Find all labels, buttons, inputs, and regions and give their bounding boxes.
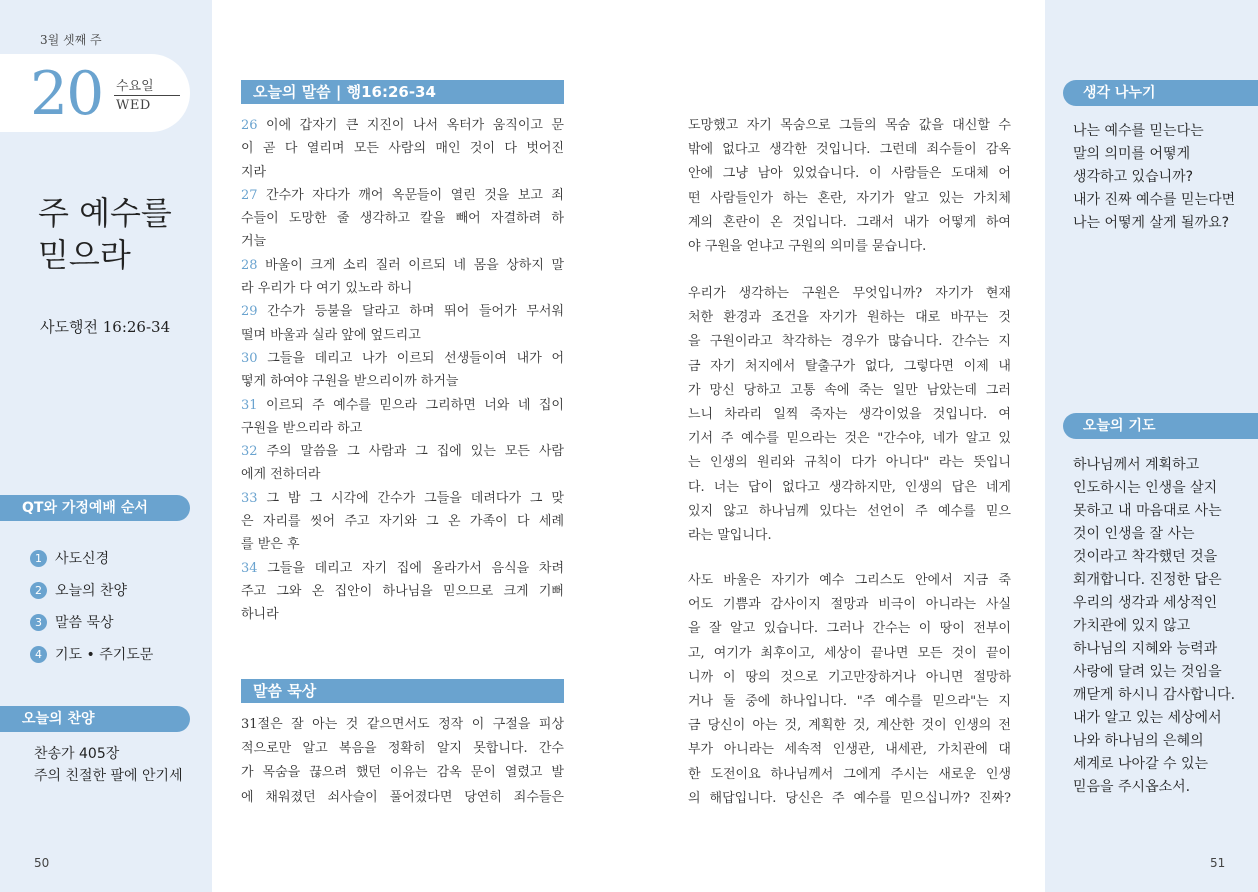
verse-line (241, 114, 564, 137)
text-line: 인도하시는 인생을 살지 (1073, 480, 1218, 496)
text-line: 내가 진짜 예수를 믿는다면 (1073, 192, 1236, 208)
verse-line (241, 487, 564, 510)
verse-text: 은 자리를 씻어 주고 자기와 그 온 가족이 다 세례 (241, 514, 564, 530)
text-line: 하나님께서 계획하고 (1073, 457, 1200, 473)
text-line: 생각하고 있습니까? (1073, 169, 1194, 185)
qt-order-list (30, 542, 153, 670)
date-divider (114, 95, 180, 96)
verse-text: 이에 갑자기 큰 지진이 나서 옥터가 움직이고 문 (257, 118, 564, 133)
verse-line (241, 603, 564, 626)
verse-number: 27 (241, 187, 258, 203)
verse-line (241, 184, 564, 207)
verse-text: 주의 말씀을 그 사람과 그 집에 있는 모든 사람 (257, 444, 564, 460)
meditation-text-col1 (241, 713, 564, 810)
verse-line (241, 394, 564, 417)
number-badge: 2 (30, 582, 47, 599)
verse-text: 수들이 도망한 줄 생각하고 칼을 빼어 자결하려 하 (241, 211, 564, 227)
text-line: 야 구원을 얻냐고 구원의 의미를 묻습니다. (688, 239, 927, 255)
text-line: 처한 환경과 조건을 자기가 원하는 대로 바꾸는 것 (688, 310, 1011, 326)
verse-text: 그들을 데리고 자기 집에 올라가서 음식을 차려 (257, 560, 564, 576)
prayer-heading: 오늘의 기도 (1063, 413, 1258, 439)
text-line: 안에 그냥 남아 있었습니다. 이 사람들은 도대체 어 (688, 166, 1011, 182)
hymn-text (34, 743, 183, 787)
verse-text: 간수가 등불을 달라고 하며 뛰어 들어가 무서워 (257, 304, 564, 320)
text-line: 깨닫게 하시니 감사합니다. (1073, 687, 1236, 703)
hymn-line: 찬송가 405장 (34, 746, 120, 762)
title-line: 믿으라 (38, 236, 131, 274)
number-badge: 3 (30, 614, 47, 631)
meditation-paragraph-1 (688, 114, 1011, 259)
prayer-text (1073, 454, 1243, 799)
page-number-left: 50 (34, 856, 50, 870)
verse-number: 31 (241, 397, 258, 413)
text-line: 가 망신 당하고 고통 속에 죽는 일만 남았는데 그러 (688, 382, 1011, 398)
verse-number: 33 (241, 490, 258, 506)
verse-line (241, 324, 564, 347)
text-line: 을 잘 알고 있습니다. 그러나 간수는 이 땅이 전부이 (688, 621, 1011, 637)
list-item (30, 638, 153, 670)
list-item-label: 말씀 묵상 (55, 615, 114, 631)
text-line: 을 구원이라고 착각하는 경우가 많습니다. 간수는 지 (688, 334, 1011, 350)
title-line: 주 예수를 (38, 194, 172, 232)
text-line: 떤 사람들인가 하는 혼란, 자기가 알고 있는 가치체 (688, 190, 1011, 206)
meditation-paragraph-2 (688, 282, 1011, 548)
meditation-paragraph-3 (688, 569, 1011, 811)
verse-text: 떻게 하여야 구원을 받으리이까 하거늘 (241, 374, 459, 390)
verse-text: 이르되 주 예수를 믿으라 그리하면 너와 네 집이 (257, 397, 564, 413)
text-line: 우리의 생각과 세상적인 (1073, 595, 1218, 611)
verse-line (241, 277, 564, 300)
text-line: 도망했고 자기 목숨으로 그들의 목숨 값을 대신할 수 (688, 118, 1011, 133)
week-label: 3월 셋째 주 (40, 33, 102, 47)
text-line: 나와 하나님의 은혜의 (1073, 733, 1204, 749)
verse-line (241, 533, 564, 556)
verse-text: 에게 전하더라 (241, 467, 321, 483)
text-line: 느니 차라리 일찍 죽자는 생각이었을 것입니다. 여 (688, 407, 1011, 423)
day-number: 20 (30, 59, 103, 129)
verse-text: 떨며 바울과 실라 앞에 엎드리고 (241, 327, 421, 343)
verse-line (241, 161, 564, 184)
verse-text: 거늘 (241, 234, 267, 250)
verse-text: 그들을 데리고 나가 이르되 선생들이여 내가 어 (257, 350, 564, 366)
verse-text: 이 곧 다 열리며 모든 사람의 매인 것이 다 벗어진 (241, 141, 564, 157)
text-line: 금 당신이 아는 것, 계획한 것, 계산한 것이 인생의 전 (688, 718, 1011, 734)
sharing-text (1073, 120, 1243, 235)
text-line: 사도 바울은 자기가 예수 그리스도 안에서 지금 죽 (688, 573, 1011, 588)
text-line: 밖에 없다고 생각한 것입니다. 그런데 죄수들이 감옥 (688, 142, 1011, 158)
verse-text: 그 밤 그 시각에 간수가 그들을 데려다가 그 맞 (257, 490, 564, 506)
verse-text: 하니라 (241, 607, 279, 623)
verse-number: 34 (241, 560, 258, 576)
verse-line (241, 370, 564, 393)
scripture-heading: 오늘의 말씀 | 행16:26-34 (241, 80, 564, 104)
list-item-label: 사도신경 (55, 551, 110, 567)
text-line: 내가 알고 있는 세상에서 (1073, 710, 1222, 726)
list-item (30, 606, 153, 638)
verse-line (241, 230, 564, 253)
weekday-korean: 수요일 (116, 79, 154, 94)
text-line: 니까 이 땅의 것으로 기고만장하거나 아니면 절망하 (688, 669, 1011, 685)
verse-number: 32 (241, 444, 258, 460)
verse-number: 30 (241, 350, 258, 366)
verse-line (241, 417, 564, 440)
number-badge: 1 (30, 550, 47, 567)
verse-line (241, 463, 564, 486)
page-title (38, 192, 172, 276)
text-line: 나는 예수를 믿는다는 (1073, 123, 1204, 139)
verse-line (241, 300, 564, 323)
text-line: 계의 혼란이 온 것입니다. 그래서 내가 어떻게 하여 (688, 214, 1011, 230)
page-number-right: 51 (1210, 856, 1226, 870)
text-line: 믿음을 주시옵소서. (1073, 779, 1191, 795)
text-line: 세계로 나아갈 수 있는 (1073, 756, 1209, 772)
verse-text: 구원을 받으리라 하고 (241, 420, 363, 436)
verse-line (241, 557, 564, 580)
meditation-heading: 말씀 묵상 (241, 679, 564, 703)
text-line: 기서 주 예수를 믿으라는 것은 "간수야, 네가 알고 있 (688, 431, 1011, 447)
verse-number: 29 (241, 304, 258, 320)
verse-text: 라 우리가 다 여기 있노라 하니 (241, 281, 413, 297)
text-line: 부가 아니라는 세속적 인생관, 내세관, 가치관에 대 (688, 742, 1011, 758)
verse-text: 바울이 크게 소리 질러 이르되 네 몸을 상하지 말 (257, 257, 564, 273)
text-line: 것이 인생을 잘 사는 (1073, 526, 1195, 542)
text-line: 하나님의 지혜와 능력과 (1073, 641, 1218, 657)
sharing-heading: 생각 나누기 (1063, 80, 1258, 106)
text-line: 한 도전이요 하나님께서 그에게 주시는 새로운 인생 (688, 766, 1011, 782)
verse-number: 28 (241, 257, 258, 273)
verse-line (241, 440, 564, 463)
text-line: 에 채워졌던 쇠사슬이 풀어졌다면 당연히 죄수들은 (241, 789, 564, 805)
text-line: 라는 말입니다. (688, 528, 772, 544)
text-line: 회개합니다. 진정한 답은 (1073, 572, 1222, 588)
text-line: 것이라고 착각했던 것을 (1073, 549, 1218, 565)
text-line: 31절은 잘 아는 것 같으면서도 정작 이 구절을 피상 (241, 717, 564, 732)
verse-line (241, 207, 564, 230)
text-line: 어도 기쁨과 감사이지 절망과 비극이 아니라는 사실 (688, 597, 1011, 613)
number-badge: 4 (30, 646, 47, 663)
verse-line (241, 347, 564, 370)
text-line: 는 인생의 원리와 규칙이 다가 아니다" 라는 뜻입니 (688, 455, 1011, 471)
text-line: 거나 둘 중에 하나입니다. "주 예수를 믿으라"는 지 (688, 694, 1011, 710)
scripture-reference: 사도행전 16:26-34 (40, 318, 171, 336)
verse-number: 26 (241, 118, 258, 133)
text-line: 가치관에 있지 않고 (1073, 618, 1191, 634)
text-line: 사랑에 달려 있는 것임을 (1073, 664, 1222, 680)
verse-text: 지라 (241, 164, 267, 180)
list-item-label: 기도 • 주기도문 (55, 647, 154, 663)
list-item (30, 574, 153, 606)
text-line: 나는 어떻게 살게 될까요? (1073, 215, 1230, 231)
text-line: 금 자기 처지에서 탈출구가 없다, 그렇다면 이제 내 (688, 358, 1011, 374)
text-line: 고, 여기가 최후이고, 세상이 끝나면 모든 것이 끝이 (688, 645, 1011, 661)
verse-line (241, 137, 564, 160)
hymn-heading: 오늘의 찬양 (0, 706, 190, 732)
text-line: 우리가 생각하는 구원은 무엇입니까? 자기가 현재 (688, 286, 1011, 301)
weekday-english: WED (116, 98, 151, 113)
list-item (30, 542, 153, 574)
verse-text: 를 받은 후 (241, 537, 300, 553)
text-line: 못하고 내 마음대로 사는 (1073, 503, 1222, 519)
text-line: 말의 의미를 어떻게 (1073, 146, 1191, 162)
verse-text: 간수가 자다가 깨어 옥문들이 열린 것을 보고 죄 (257, 187, 564, 203)
qt-order-heading: QT와 가정예배 순서 (0, 495, 190, 521)
text-line: 있지 않고 하나님께 있다는 선언이 주 예수를 믿으 (688, 503, 1011, 519)
text-line: 다. 너는 답이 없다고 생각하지만, 인생의 답은 네게 (688, 479, 1011, 495)
text-line: 의 해답입니다. 당신은 주 예수를 믿으십니까? 진짜? (688, 790, 1011, 806)
verse-line (241, 580, 564, 603)
verse-line (241, 254, 564, 277)
list-item-label: 오늘의 찬양 (55, 583, 128, 599)
text-line: 가 목숨을 끊으려 했던 이유는 감옥 문이 열렸고 발 (241, 765, 564, 781)
scripture-text (241, 114, 564, 627)
text-line: 적으로만 알고 복음을 정확히 알지 못합니다. 간수 (241, 741, 564, 757)
verse-text: 주고 그와 온 집안이 하나님을 믿으므로 크게 기뻐 (241, 583, 564, 599)
verse-line (241, 510, 564, 533)
hymn-line: 주의 친절한 팔에 안기세 (34, 768, 183, 784)
